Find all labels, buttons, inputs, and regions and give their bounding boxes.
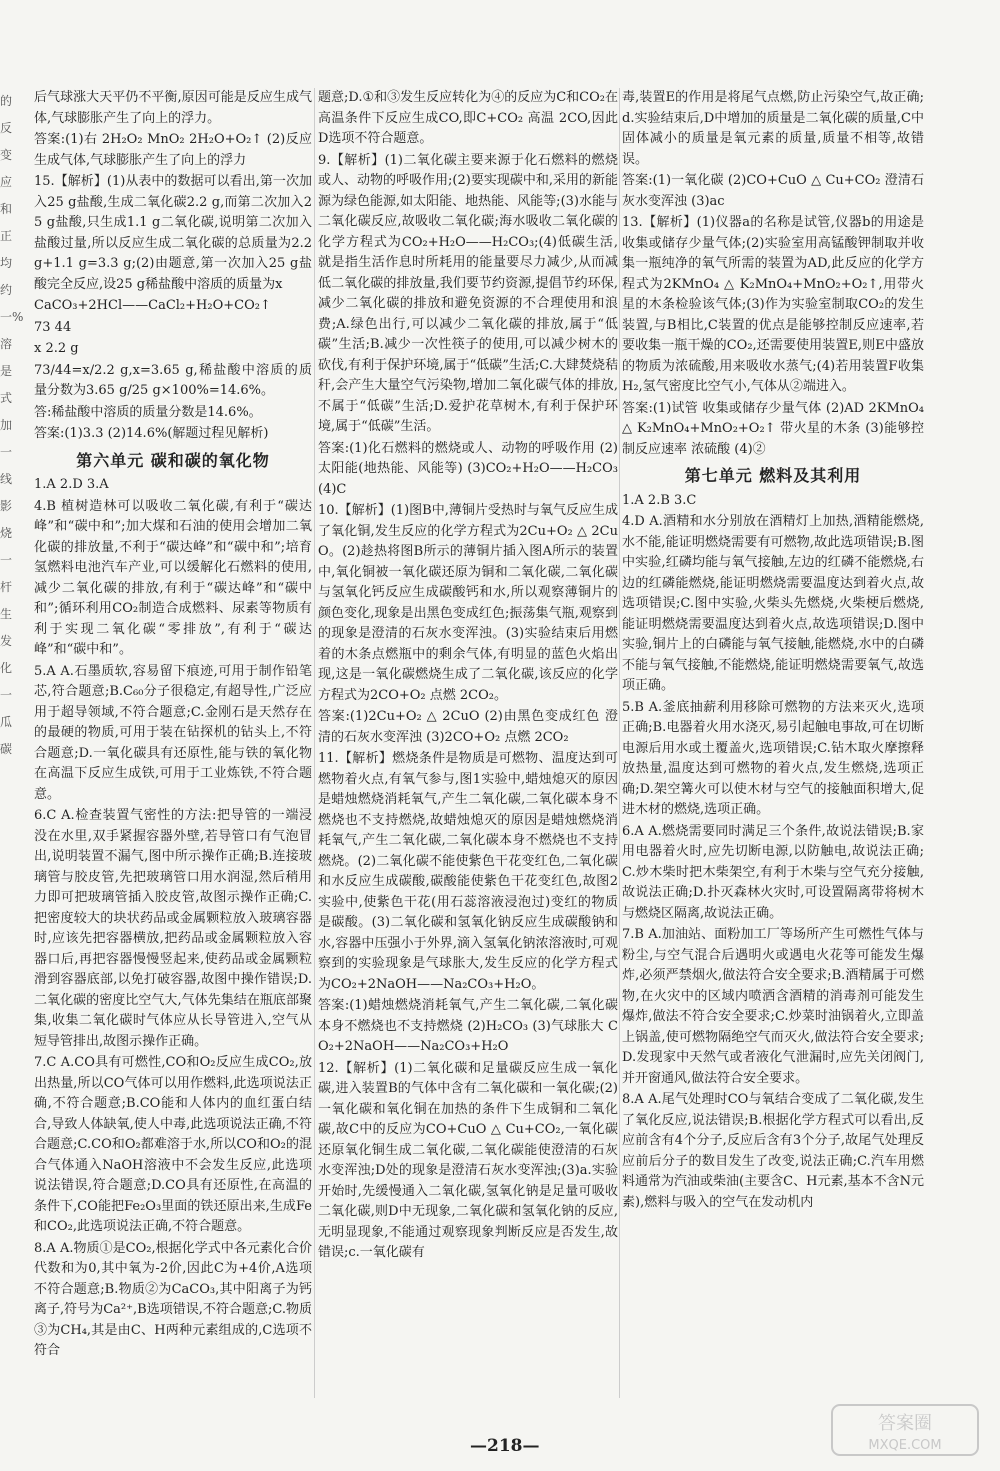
paragraph: 答案:(1)右 2H₂O₂ MnO₂ 2H₂O+O₂↑ (2)反应生成气体,气球膨胀产生了向上的浮力 xyxy=(34,132,312,168)
paragraph: 11.【解析】燃烧条件是物质是可燃物、温度达到可燃物着火点,有氧气参与,图1实验中,蜡烛熄灭的原因是蜡烛燃烧消耗氧气,产生二氧化碳,二氧化碳本身不燃烧也不支持燃烧,故蜡烛熄灭的原因是蜡烛燃烧消耗氧气,产生二氧化碳,二氧化碳本身不燃烧也不支持燃烧。(2)二氧化碳不能使紫色干花变红色,二氧化碳和水反应生成碳酸,碳酸能使紫色干花变红色,故图2实验中,使紫色干花(用石蕊溶液浸泡过)变红的物质是碳酸。(3)二氧化碳和氢氧化钠反应生成碳酸钠和水,容器中压强小于外界,滴入氢氧化钠浓溶液时,可观察到的实验现象是气球胀大,发生反应的化学方程式为CO₂+2NaOH——Na₂CO₃+H₂O。 xyxy=(318,751,618,992)
paragraph: 13.【解析】(1)仪器a的名称是试管,仪器b的用途是收集或储存少量气体;(2)实验室用高锰酸钾制取并收集一瓶纯净的氧气所需的装置为AD,此反应的化学方程式为2KMnO₄ △ K₂MnO₄+MnO₂+O₂↑,用带火星的木条检验该气体;(3)作为实验室制取CO₂的发生装置,与B相比,C装置的优点是能够控制反应速率,若要收集一瓶干燥的CO₂,还需要使用装置E,则E中盛放的物质为浓硫酸,用来吸收水蒸气;(4)若用装置F收集H₂,氢气密度比空气小,气体从②端进入。 xyxy=(622,215,924,394)
paragraph: 7.C A.CO具有可燃性,CO和O₂反应生成CO₂,放出热量,所以CO气体可以用作燃料,此选项说法正确,不符合题意;B.CO能和人体内的血红蛋白结合,导致人体缺氧,使人中毒,此选项说法正确,不符合题意;C.CO和O₂都难溶于水,所以CO和O₂的混合气体通入NaOH溶液中不会发生反应,此选项说法错误,符合题意;D.CO具有还原性,在高温的条件下,CO能把Fe₂O₃里面的铁还原出来,生成Fe和CO₂,此选项说法正确,不符合题意。 xyxy=(34,1055,312,1234)
paragraph: 6.C A.检查装置气密性的方法:把导管的一端浸没在水里,双手紧握容器外壁,若导管口有气泡冒出,说明装置不漏气,图中所示操作正确;B.连接玻璃管与胶皮管,先把玻璃管口用水润湿,然后稍用力即可把玻璃管插入胶皮管,故图示操作正确;C.把密度较大的块状药品或金属颗粒放入玻璃容器时,应该先把容器横放,把药品或金属颗粒放入容器口后,再把容器慢慢竖起来,使药品或金属颗粒滑到容器底部,以免打破容器,故图中操作错误;D.二氧化碳的密度比空气大,气体先集结在瓶底部聚集,收集二氧化碳时气体应从长导管进入,空气从短导管排出,故图示操作正确。 xyxy=(34,808,312,1049)
paragraph: 答案:(1)一氧化碳 (2)CO+CuO △ Cu+CO₂ 澄清石灰水变浑浊 (3)ac xyxy=(622,173,924,209)
column-divider xyxy=(314,88,315,1398)
paragraph: 1.A 2.D 3.A xyxy=(34,477,109,492)
paragraph: 答案:(1)试管 收集或储存少量气体 (2)AD 2KMnO₄ △ K₂MnO₄+MnO₂+O₂↑ 带火星的木条 (3)能够控制反应速率 浓硫酸 (4)② xyxy=(622,400,924,457)
paragraph: 1.A 2.B 3.C xyxy=(622,492,697,508)
paragraph: 5.A A.石墨质软,容易留下痕迹,可用于制作铅笔芯,符合题意;B.C₆₀分子很稳定,有超导性,广泛应用于超导领域,不符合题意;C.金刚石是天然存在的最硬的物质,可用于装在钻探机的钻头上,不符合题意;D.一氧化碳具有还原性,能与铁的氧化物在高温下反应生成铁,可用于工业炼铁,不符合题意。 xyxy=(34,663,312,802)
paragraph: 10.【解析】(1)图B中,薄铜片受热时与氧气反应生成了氧化铜,发生反应的化学方程式为2Cu+O₂ △ 2CuO。(2)趁热将图B所示的薄铜片插入图A所示的装置中,氧化铜被一氧化碳还原为铜和二氧化碳,二氧化碳与氢氧化钙反应生成碳酸钙和水,所以观察薄铜片的颜色变化,现象是出黑色变成红色;振荡集气瓶,观察到的现象是澄清的石灰水变浑浊。(3)实验结束后用燃着的木条点燃瓶中的剩余气体,有明显的蓝色火焰出现,这是一氧化碳燃烧生成了二氧化碳,该反应的化学方程式为2CO+O₂ 点燃 2CO₂。 xyxy=(318,503,618,703)
paragraph: CaCO₃+2HCl——CaCl₂+H₂O+CO₂↑ xyxy=(34,298,271,313)
paragraph: 9.【解析】(1)二氧化碳主要来源于化石燃料的燃烧或人、动物的呼吸作用;(2)要实现碳中和,采用的新能源为绿色能源,如太阳能、地热能、风能等;(3)水能与二氧化碳反应,故吸收二氧化碳;海水吸收二氧化碳的化学方程式为CO₂+H₂O——H₂CO₃;(4)低碳生活,就是指生活作息时所耗用的能量要尽力减少,从而减低二氧化碳的排放量,我们要节约资源,提倡节约环保,减少二氧化碳的排放和避免资源的不合理使用和浪费;A.绿色出行,可以减少二氧化碳的排放,属于“低碳”生活;B.减少一次性筷子的使用,可以减少树木的砍伐,有利于保护环境,属于“低碳”生活;C.大肆焚烧秸秆,会产生大量空气污染物,增加二氧化碳气体的排放,不属于“低碳”生活;D.爱护花草树木,有利于保护环境,属于“低碳”生活。 xyxy=(318,152,618,434)
svg-text:答案圈: 答案圈 xyxy=(878,1413,932,1434)
paragraph: 12.【解析】(1)二氧化碳和足量碳反应生成一氧化碳,进入装置B的气体中含有二氧化碳和一氧化碳;(2)一氧化碳和氧化铜在加热的条件下生成铜和二氧化碳,故C中的反应为CO+CuO △ Cu+CO₂,一氧化碳还原氧化铜生成二氧化碳,二氧化碳能使澄清的石灰水变浑浊;D处的现象是澄清石灰水变浑浊;(3)a.实验开始时,先缓慢通入二氧化碳,氢氧化钠是足量可吸收二氧化碳,则D中无现象,二氧化碳和氢氧化钠的反应,无明显现象,不能通过观察现象判断反应是否发生,故错误;c.一氧化碳有 xyxy=(318,1060,618,1260)
unit-heading: 第七单元 燃料及其利用 xyxy=(684,466,862,485)
paragraph: 题意;D.①和③发生反应转化为④的反应为C和CO₂在高温条件下反应生成CO,即C+CO₂ 高温 2CO,因此D选项不符合题意。 xyxy=(318,90,618,146)
paragraph: 答案:(1)化石燃料的燃烧或人、动物的呼吸作用 (2)太阳能(地热能、风能等) (3)CO₂+H₂O——H₂CO₃ (4)C xyxy=(318,440,618,497)
paragraph: 15.【解析】(1)从表中的数据可以看出,第一次加入25 g盐酸,生成二氧化碳2.2 g,而第二次加入25 g盐酸,只生成1.1 g二氧化碳,说明第二次加入盐酸过量,所以反应生成二氧化碳的总质量为2.2 g+1.1 g=3.3 g;(2)由题意,第一次加入25 g盐酸完全反应,设25 g稀盐酸中溶质的质量为x xyxy=(34,174,312,292)
column-divider xyxy=(619,88,620,1398)
page-number: —218— xyxy=(470,1436,540,1456)
paragraph: 答案:(1)蜡烛燃烧消耗氧气,产生二氧化碳,二氧化碳本身不燃烧也不支持燃烧 (2)H₂CO₃ (3)气球胀大 CO₂+2NaOH——Na₂CO₃+H₂O xyxy=(318,998,618,1054)
paragraph: 73 44 xyxy=(34,319,72,335)
unit-heading: 第六单元 碳和碳的氧化物 xyxy=(76,450,270,470)
paragraph: 8.A A.物质①是CO₂,根据化学式中各元素化合价代数和为0,其中氧为-2价,因此C为+4价,A选项不符合题意;B.物质②为CaCO₃,其中阳离子为钙离子,符号为Ca²⁺,B选项错误,不符合题意;C.物质③为CH₄,其是由C、H两种元素组成的,C选项不符合 xyxy=(34,1240,312,1358)
column-1 xyxy=(34,88,312,1398)
paragraph: 8.A A.尾气处理时CO与氧结合变成了二氧化碳,发生了氧化反应,说法错误;B.根据化学方程式可以看出,反应前含有4个分子,反应后含有3个分子,故尾气处理反应前后分子的数目发生了改变,说法正确;C.汽车用燃料通常为汽油或柴油(主要含C、H元素,基本不含N元素),燃料与吸入的空气在发动机内 xyxy=(622,1092,924,1210)
paragraph: 答案:(1)2Cu+O₂ △ 2CuO (2)由黑色变成红色 澄清的石灰水变浑浊 (3)2CO+O₂ 点燃 2CO₂ xyxy=(318,709,618,745)
column-2 xyxy=(318,88,618,1388)
column-3 xyxy=(622,88,924,1388)
paragraph: 6.A A.燃烧需要同时满足三个条件,故说法错误;B.家用电器着火时,应先切断电源,以防触电,故说法正确;C.炒木柴时把木柴架空,有利于木柴与空气充分接触,故说法正确;D.扑灭森林火灾时,可设置隔离带将树木与燃烧区隔离,故说法正确。 xyxy=(622,823,924,921)
paragraph: 后气球涨大天平仍不平衡,原因可能是反应生成气体,气球膨胀产生了向上的浮力。 xyxy=(34,90,312,126)
paragraph: 毒,装置E的作用是将尾气点燃,防止污染空气,故正确;d.实验结束后,D中增加的质量是二氧化碳的质量,C中固体减小的质量是氧元素的质量,质量不相等,故错误。 xyxy=(622,90,924,167)
paragraph: x 2.2 g xyxy=(34,341,79,356)
left-margin-text: 的反变应和正均约一%溶是式加一线影烧一杆生发化一瓜碳 xyxy=(0,94,24,756)
paragraph: 7.B A.加油站、面粉加工厂等场所产生可燃性气体与粉尘,与空气混合后遇明火或遇电火花等可能发生爆炸,必须严禁烟火,做法符合安全要求;B.酒精属于可燃物,在火灾中的区域内喷洒含酒精的消毒剂可能发生爆炸,做法不符合安全要求;C.炒菜时油锅着火,立即盖上锅盖,使可燃物隔绝空气而灭火,做法符合安全要求;D.发现家中天然气或者液化气泄漏时,应先关闭阀门,并开窗通风,做法符合安全要求。 xyxy=(622,927,924,1086)
paragraph: 答:稀盐酸中溶质的质量分数是14.6%。 xyxy=(34,404,262,420)
paragraph: 4.B 植树造林可以吸收二氧化碳,有利于“碳达峰”和“碳中和”;加大煤和石油的使用会增加二氧化碳的排放量,不利于“碳达峰”和“碳中和”;培育氢燃料电池汽车产业,可以缓解化石燃料的使用,减少二氧化碳的排放,有利于“碳达峰”和“碳中和”;循环利用CO₂制造合成燃料、尿素等物质有利于实现二氧化碳“零排放”,有利于“碳达峰”和“碳中和”。 xyxy=(34,498,312,657)
svg-text:MXQE.COM: MXQE.COM xyxy=(868,1438,942,1453)
paragraph: 5.B A.釜底抽薪利用移除可燃物的方法来灭火,选项正确;B.电器着火用水浇灭,易引起触电事故,可在切断电源后用水或土覆盖火,选项错误;C.钻木取火摩擦释放热量,温度达到可燃物的着火点,发生燃烧,选项正确;D.架空篝火可以使木材与空气的接触面积增大,促进木材的燃烧,选项正确。 xyxy=(622,699,924,817)
paragraph: 73/44=x/2.2 g,x=3.65 g,稀盐酸中溶质的质量分数为3.65 g/25 g×100%=14.6%。 xyxy=(34,362,312,398)
paragraph: 4.D A.酒精和水分别放在酒精灯上加热,酒精能燃烧,水不能,能证明燃烧需要有可燃物,故此选项错误;B.图中实验,红磷均能与氧气接触,左边的红磷不能燃烧,右边的红磷能燃烧,能证明燃烧需要温度达到着火点,故选项错误;C.图中实验,火柴头先燃烧,火柴梗后燃烧,能证明燃烧需要温度达到着火点,故选项错误;D.图中实验,铜片上的白磷能与氧气接触,能燃烧,水中的白磷不能与氧气接触,不能燃烧,能证明燃烧需要氧气,故选项正确。 xyxy=(622,514,924,693)
watermark-logo xyxy=(830,1401,980,1459)
paragraph: 答案:(1)3.3 (2)14.6%(解题过程见解析) xyxy=(34,426,269,441)
